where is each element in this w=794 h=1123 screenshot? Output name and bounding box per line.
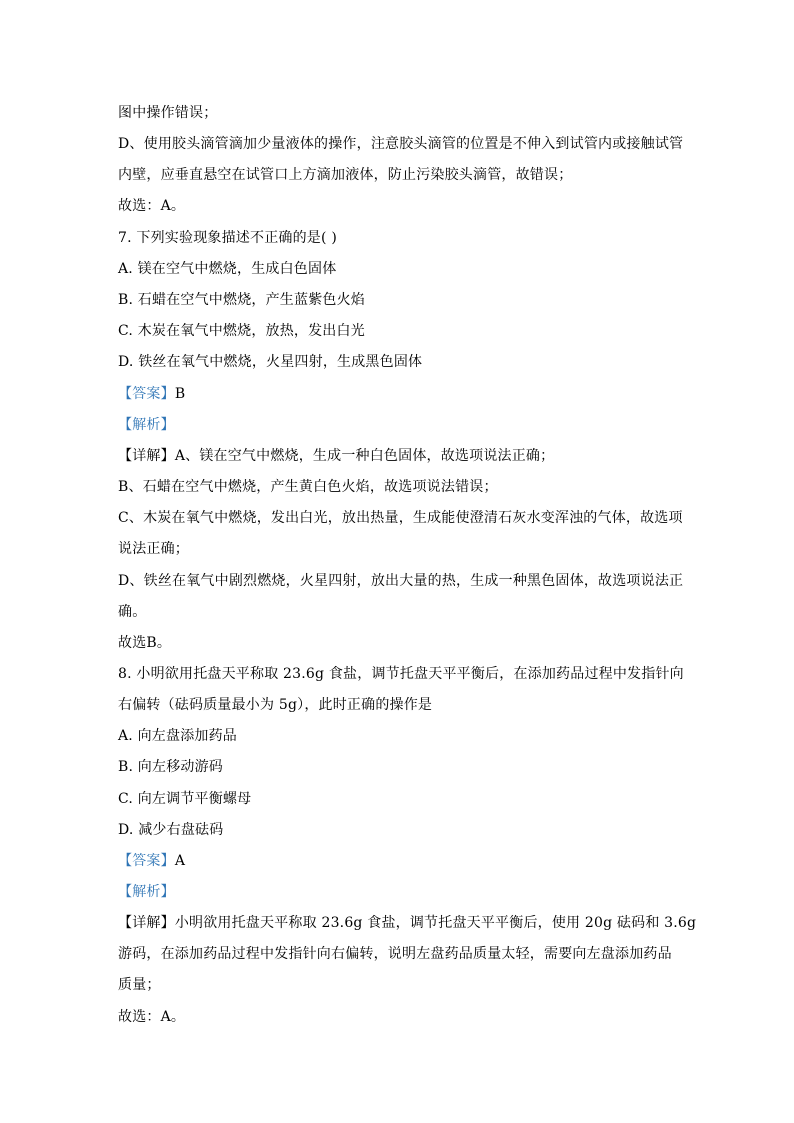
answer-value: B	[174, 386, 186, 402]
option-b	[118, 758, 688, 776]
answer-value: A	[174, 853, 186, 869]
detail-text: A、镁在空气中燃烧，生成一种白色固体，故选项说法正确；	[174, 448, 555, 464]
option-text: D. 铁丝在氧气中燃烧，火星四射，生成黑色固体	[118, 354, 423, 370]
line-text: 图中操作错误；	[118, 105, 218, 121]
answer-line	[118, 385, 688, 403]
question-7-stem	[118, 229, 688, 247]
analysis-tag: 【解析】	[118, 884, 175, 900]
detail-text: 质量；	[118, 977, 161, 993]
detail-text: D、铁丝在氧气中剧烈燃烧，火星四射，放出大量的热，生成一种黑色固体，故选项说法正	[118, 573, 684, 589]
question-8-stem-cont	[118, 696, 688, 714]
question-text: 右偏转（砝码质量最小为 5g），此时正确的操作是	[118, 697, 433, 713]
detail-text: C、木炭在氧气中燃烧，发出白光，放出热量，生成能使澄清石灰水变浑浊的气体，故选项	[118, 510, 683, 526]
detail-line	[118, 976, 688, 994]
option-text: C. 向左调节平衡螺母	[118, 791, 252, 807]
analysis-heading	[118, 883, 688, 901]
choose-text: 故选B。	[118, 635, 172, 651]
option-a	[118, 260, 688, 278]
detail-line	[118, 447, 688, 465]
detail-line	[118, 945, 688, 963]
option-c	[118, 790, 688, 808]
option-d	[118, 821, 688, 839]
answer-tag: 【答案】	[118, 386, 175, 402]
choose-line	[118, 1008, 688, 1026]
line-text: D、使用胶头滴管滴加少量液体的操作，注意胶头滴管的位置是不伸入到试管内或接触试管	[118, 136, 684, 152]
detail-tag: 【详解】	[118, 448, 175, 464]
question-8-stem	[118, 665, 688, 683]
choose-line	[118, 634, 688, 652]
detail-text: 游码，在添加药品过程中发指针向右偏转，说明左盘药品质量太轻，需要向左盘添加药品	[118, 946, 672, 962]
analysis-tag: 【解析】	[118, 417, 175, 433]
option-text: A. 向左盘添加药品	[118, 728, 238, 744]
detail-text: B、石蜡在空气中燃烧，产生黄白色火焰，故选项说法错误；	[118, 479, 498, 495]
text-line	[118, 166, 688, 184]
option-text: C. 木炭在氧气中燃烧，放热，发出白光	[118, 323, 365, 339]
option-text: A. 镁在空气中燃烧，生成白色固体	[118, 261, 337, 277]
text-line	[118, 135, 688, 153]
option-text: D. 减少右盘砝码	[118, 822, 224, 838]
option-c	[118, 322, 688, 340]
option-a	[118, 727, 688, 745]
question-text: 7. 下列实验现象描述不正确的是( )	[118, 230, 337, 246]
detail-text: 小明欲用托盘天平称取 23.6g 食盐，调节托盘天平平衡后，使用 20g 砝码和 3.6g	[174, 915, 697, 931]
choose-text: 故选：A。	[118, 1009, 186, 1025]
answer-line	[118, 852, 688, 870]
detail-line	[118, 478, 688, 496]
option-b	[118, 291, 688, 309]
detail-line	[118, 509, 688, 527]
detail-text: 说法正确；	[118, 541, 189, 557]
question-text: 8. 小明欲用托盘天平称取 23.6g 食盐，调节托盘天平平衡后，在添加药品过程中发指针向	[118, 666, 684, 682]
detail-text: 确。	[118, 604, 147, 620]
text-line	[118, 104, 688, 122]
answer-tag: 【答案】	[118, 853, 175, 869]
text-line	[118, 197, 688, 215]
detail-line	[118, 914, 697, 932]
option-d	[118, 353, 688, 371]
detail-line	[118, 603, 688, 621]
option-text: B. 石蜡在空气中燃烧，产生蓝紫色火焰	[118, 292, 365, 308]
detail-tag: 【详解】	[118, 915, 175, 931]
line-text: 内壁，应垂直悬空在试管口上方滴加液体，防止污染胶头滴管，故错误；	[118, 167, 573, 183]
detail-line	[118, 572, 688, 590]
option-text: B. 向左移动游码	[118, 759, 223, 775]
line-text: 故选：A。	[118, 198, 186, 214]
analysis-heading	[118, 416, 688, 434]
detail-line	[118, 540, 688, 558]
